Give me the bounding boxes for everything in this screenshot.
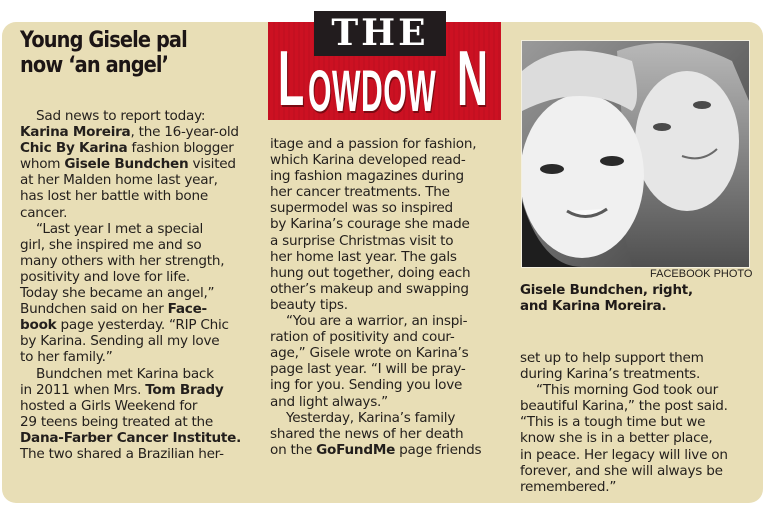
text-line — [270, 410, 481, 426]
text-line — [20, 108, 241, 124]
logo-letter-n: N — [457, 34, 488, 122]
bold-name: Dana-Farber Cancer Institute. — [20, 429, 242, 446]
text-segment: in peace. Her legacy will live on — [520, 446, 728, 463]
text-segment: at her Malden home last year, — [20, 172, 218, 189]
bold-name: Face- — [167, 301, 207, 318]
text-segment: The two shared a Brazilian her- — [20, 445, 224, 462]
text-segment: and light always.” — [270, 393, 388, 410]
text-line — [520, 366, 728, 382]
text-segment: know she is in a better place, — [520, 430, 713, 447]
text-segment: many others with her strength, — [20, 252, 225, 269]
text-line — [270, 394, 481, 410]
text-segment: supermodel was so inspired — [270, 200, 453, 217]
text-segment: ration of positivity and cour- — [270, 329, 455, 346]
text-segment: visited — [188, 156, 236, 173]
text-segment: Bundchen said on her — [20, 301, 168, 318]
text-segment: whom — [20, 156, 65, 173]
text-line — [270, 297, 481, 313]
text-line — [270, 168, 481, 184]
photo-credit: FACEBOOK PHOTO — [650, 268, 753, 280]
text-segment: during Karina’s treatments. — [520, 366, 701, 383]
text-segment: “This is a tough time but we — [520, 414, 706, 431]
text-line — [20, 349, 241, 365]
text-segment: page last year. “I will be pray- — [270, 361, 466, 378]
text-line — [270, 152, 481, 168]
text-line — [20, 301, 241, 317]
text-line — [270, 313, 481, 329]
text-line — [20, 269, 241, 285]
bold-name: Chic By Karina — [20, 140, 128, 157]
bold-name: GoFundMe — [316, 441, 396, 458]
text-segment: to her family.” — [20, 349, 113, 366]
text-line — [270, 216, 481, 232]
column-logo-lowdown — [272, 34, 497, 124]
text-segment: ing for you. Sending you love — [270, 377, 463, 394]
text-line — [520, 414, 728, 430]
text-segment: set up to help support them — [520, 350, 704, 366]
article-column-1 — [20, 108, 241, 462]
text-line — [20, 285, 241, 301]
text-line — [20, 382, 241, 398]
text-line — [270, 249, 481, 265]
text-line — [270, 281, 481, 297]
text-line — [20, 124, 241, 140]
text-line — [270, 184, 481, 200]
text-line — [20, 172, 241, 188]
bold-name: Gisele Bundchen — [64, 156, 189, 173]
text-segment: shared the news of her death — [270, 425, 464, 442]
text-line — [20, 366, 241, 382]
text-segment: her home last year. The gals — [270, 248, 457, 265]
text-line — [270, 345, 481, 361]
text-segment: in 2011 when Mrs. — [20, 381, 146, 398]
text-line — [20, 414, 241, 430]
text-segment: cancer. — [20, 204, 68, 221]
text-segment: on the — [270, 441, 317, 458]
text-segment: page yesterday. “RIP Chic — [56, 317, 229, 334]
text-line — [270, 361, 481, 377]
text-segment: remembered.” — [520, 478, 617, 495]
headline-line: Young Gisele pal — [20, 28, 187, 53]
text-segment: itage and a passion for fashion, — [270, 136, 477, 152]
text-line — [20, 253, 241, 269]
text-line — [20, 446, 241, 462]
text-line — [270, 426, 481, 442]
text-segment: which Karina developed read- — [270, 152, 466, 169]
text-segment: hung out together, doing each — [270, 264, 471, 281]
text-segment: “Last year I met a special — [36, 220, 204, 237]
logo-letters-middle: OWDOW — [308, 59, 437, 124]
bold-name: Tom Brady — [145, 381, 224, 398]
text-segment: positivity and love for life. — [20, 268, 190, 285]
text-line — [520, 479, 728, 495]
text-segment: beautiful Karina,” the post said. — [520, 398, 728, 415]
text-segment: , the 16-year-old — [130, 124, 239, 141]
article-photo — [521, 40, 750, 268]
text-line — [520, 350, 728, 366]
text-line — [20, 140, 241, 156]
text-segment: Today she became an angel,” — [20, 285, 215, 302]
text-segment: has lost her battle with bone — [20, 188, 208, 205]
text-segment: other’s makeup and swapping — [270, 280, 469, 297]
text-segment: by Karina’s courage she made — [270, 216, 470, 233]
text-line — [20, 205, 241, 221]
text-line — [520, 463, 728, 479]
text-segment: girl, she inspired me and so — [20, 236, 202, 253]
text-line — [20, 221, 241, 237]
text-line — [270, 265, 481, 281]
text-segment: beauty tips. — [270, 296, 348, 313]
article-column-2 — [270, 136, 481, 458]
text-segment: age,” Gisele wrote on Karina’s — [270, 345, 469, 362]
text-line — [20, 237, 241, 253]
text-segment: forever, and she will always be — [520, 462, 723, 479]
text-segment: 29 teens being treated at the — [20, 413, 214, 430]
text-line — [270, 200, 481, 216]
text-segment: fashion blogger — [127, 140, 234, 157]
text-segment: “You are a warrior, an inspi- — [286, 313, 468, 330]
photo-image — [522, 41, 749, 267]
text-line — [270, 377, 481, 393]
text-line — [20, 156, 241, 172]
text-line — [20, 317, 241, 333]
text-line — [270, 442, 481, 458]
headline-line: now ‘an angel’ — [20, 53, 169, 78]
photo-caption — [520, 283, 693, 315]
text-line — [20, 188, 241, 204]
text-segment: by Karina. Sending all my love — [20, 333, 220, 350]
text-line — [20, 398, 241, 414]
text-line — [270, 136, 481, 152]
headline — [20, 28, 236, 78]
text-segment: hosted a Girls Weekend for — [20, 397, 198, 414]
text-line — [520, 382, 728, 398]
caption-line: Gisele Bundchen, right, — [520, 283, 693, 298]
text-line — [520, 447, 728, 463]
text-segment: Bundchen met Karina back — [36, 365, 214, 382]
bold-name: Karina Moreira — [20, 124, 131, 141]
caption-line: and Karina Moreira. — [520, 299, 667, 314]
text-segment: “This morning God took our — [536, 382, 718, 399]
text-segment: a surprise Christmas visit to — [270, 232, 454, 249]
text-line — [270, 233, 481, 249]
text-segment: ing fashion magazines during — [270, 168, 464, 185]
text-segment: her cancer treatments. The — [270, 184, 450, 201]
text-line — [270, 329, 481, 345]
logo-letter-l: L — [278, 34, 305, 122]
text-line — [520, 398, 728, 414]
text-segment: page friends — [395, 441, 482, 458]
text-line — [520, 430, 728, 446]
article-column-3 — [520, 350, 728, 495]
column-logo-the: THE — [314, 11, 446, 56]
bold-name: book — [20, 317, 57, 334]
text-segment: Yesterday, Karina’s family — [286, 409, 456, 426]
text-line — [20, 430, 241, 446]
text-line — [20, 333, 241, 349]
text-segment: Sad news to report today: — [36, 108, 206, 124]
